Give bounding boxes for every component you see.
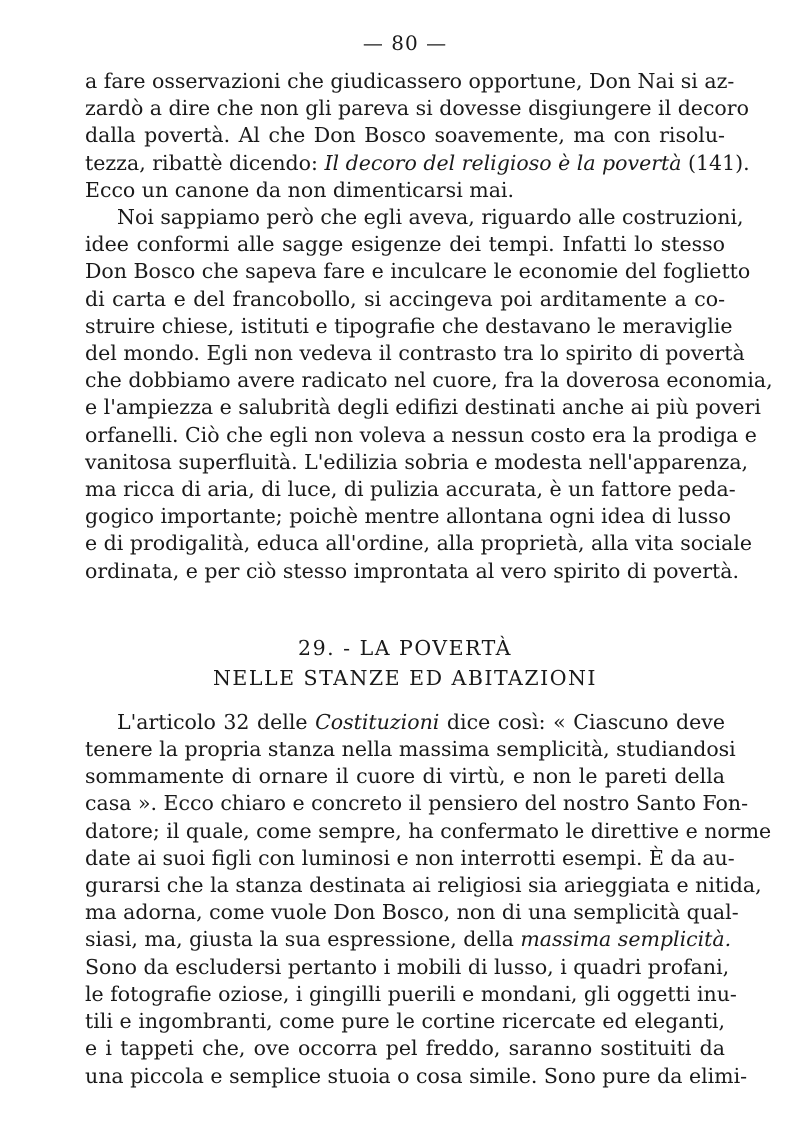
text-fragment: L'articolo 32 delle [117,709,316,734]
text-line-with-italic [85,926,732,953]
section-heading-number: 29. - LA POVERTÀ [298,635,512,660]
section-heading-title: NELLE STANZE ED ABITAZIONI [212,665,598,690]
text-line: sommamente di ornare il cuore di virtù, e non le pareti della [85,764,725,789]
text-line-with-quote [85,150,750,177]
book-page [85,28,773,1090]
text-line: Noi sappiamo però che egli aveva, riguardo alle costruzioni, [117,205,744,230]
text-line: a fare osservazioni che giudicassero opportune, Don Nai si az- [85,69,735,93]
paragraph-1 [85,68,750,204]
text-line: ordinata, e per ciò stesso improntata al vero spirito di povertà. [85,558,740,583]
text-line-with-italic [85,709,725,736]
italic-quote: Il decoro del religioso è la povertà [324,150,682,175]
spacer [85,693,725,709]
text-line: dalla povertà. Al che Don Bosco soavemente, ma con risolu- [85,123,725,148]
text-line: gurarsi che la stanza destinata ai religiosi sia arieggiata e nitida, [85,873,762,898]
text-line: tenere la propria stanza nella massima semplicità, studiandosi [85,737,736,762]
paragraph-2 [85,204,773,585]
footnote-reference: (141). [681,150,750,175]
text-line: ma ricca di aria, di luce, di pulizia accurata, è un fattore peda- [85,477,736,502]
text-line: Sono da escludersi pertanto i mobili di lusso, i quadri profani, [85,954,730,979]
italic-phrase: massima semplicità. [520,927,732,952]
text-fragment: dice così: « Ciascuno deve [439,709,726,734]
text-line: e l'ampiezza e salubrità degli edifizi destinati anche ai più poveri [85,395,761,420]
text-fragment: tezza, ribattè dicendo: [85,150,325,175]
text-line: idee conformi alle sagge esigenze dei tempi. Infatti lo stesso [85,232,725,257]
text-line: che dobbiamo avere radicato nel cuore, fra la doverosa economia, [85,368,773,393]
italic-title: Costituzioni [315,709,440,734]
text-line: e i tappeti che, ove occorra pel freddo, saranno sostituiti da [85,1036,725,1061]
text-line: vanitosa superfluità. L'edilizia sobria e modesta nell'apparenza, [85,449,749,474]
text-line: zardò a dire che non gli pareva si dovesse disgiungere il decoro [85,96,749,121]
text-line: una piccola e semplice stuoia o cosa simile. Sono pure da elimi- [85,1063,748,1088]
text-line: tili e ingombranti, come pure le cortine ricercate ed eleganti, [85,1009,725,1034]
text-line: del mondo. Egli non vedeva il contrasto tra lo spirito di povertà [85,341,745,366]
page-number: — 80 — [362,31,448,55]
text-line: gogico importante; poichè mentre allontana ogni idea di lusso [85,504,731,529]
text-line: e di prodigalità, educa all'ordine, alla proprietà, alla vita sociale [85,531,753,556]
text-line: date ai suoi figli con luminosi e non interrotti esempi. È da au- [85,845,735,870]
text-line: orfanelli. Ciò che egli non voleva a nessun costo era la prodiga e [85,422,757,447]
text-line: di carta e del francobollo, si accingeva poi arditamente a co- [85,286,725,311]
text-line: struire chiese, istituti e tipografie che destavano le meraviglie [85,313,733,338]
text-line: ma adorna, come vuole Don Bosco, non di una semplicità qual- [85,900,739,925]
text-line: datore; il quale, come sempre, ha confermato le direttive e norme [85,818,772,843]
text-line: Don Bosco che sapeva fare e inculcare le economie del foglietto [85,259,751,284]
spacer [85,585,725,633]
text-line: Ecco un canone da non dimenticarsi mai. [85,177,515,202]
text-line: casa ». Ecco chiaro e concreto il pensiero del nostro Santo Fon- [85,791,749,816]
paragraph-3 [85,709,772,1090]
section-heading [85,633,725,693]
text-line: le fotografie oziose, i gingilli puerili e mondani, gli oggetti inu- [85,981,737,1006]
text-fragment: siasi, ma, giusta la sua espressione, della [85,927,521,952]
